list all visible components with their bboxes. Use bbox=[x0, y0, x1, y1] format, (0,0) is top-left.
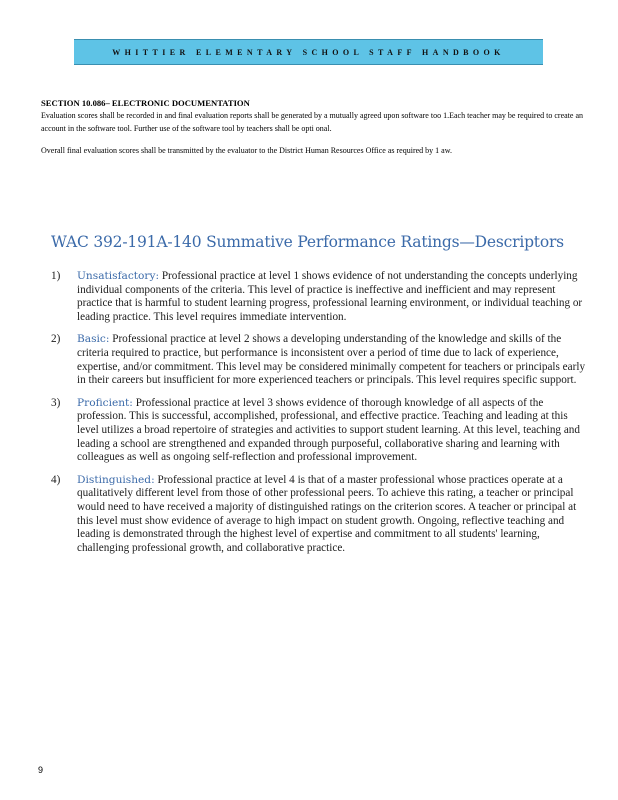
handbook-header-bar bbox=[74, 39, 543, 65]
rating-term: Basic: bbox=[77, 333, 110, 346]
rating-item-proficient bbox=[51, 397, 591, 465]
rating-term: Proficient: bbox=[77, 396, 133, 409]
section-paragraph: Evaluation scores shall be recorded in and final evaluation reports shall be generated by a mutually agreed upon software too 1.Each teacher may be required to create an account in the software tool. Further use of the software tool by teachers shall be opti onal. bbox=[41, 111, 583, 133]
rating-number: 1) bbox=[51, 270, 61, 282]
rating-item-distinguished bbox=[51, 474, 591, 556]
section-title: SECTION 10.086– ELECTRONIC DOCUMENTATION bbox=[41, 98, 250, 108]
rating-term: Distinguished: bbox=[77, 473, 155, 486]
rating-number: 3) bbox=[51, 396, 61, 409]
rating-number: 2) bbox=[51, 333, 61, 346]
section-paragraph: Overall final evaluation scores shall be transmitted by the evaluator to the District Human Resources Office as required by 1 aw. bbox=[41, 146, 452, 155]
rating-item-unsatisfactory bbox=[51, 270, 591, 324]
rating-term: Unsatisfactory: bbox=[77, 270, 160, 282]
rating-number: 4) bbox=[51, 473, 61, 486]
handbook-title: WHITTIER ELEMENTARY SCHOOL STAFF HANDBOOK bbox=[112, 47, 505, 57]
rating-item-basic bbox=[51, 333, 591, 387]
rating-description: Professional practice at level 2 shows a developing understanding of the knowledge and skills of the criteria required to practice, but performance is inconsistent over a period of time due to lack of experience, expertise, and/or commitment. This level may be considered minimally competent for teachers or principals early in their careers but insufficient for more experienced teachers or principals. This level requires specific support. bbox=[77, 333, 586, 387]
ratings-list bbox=[51, 270, 591, 564]
rating-description: Professional practice at level 4 is that of a master professional whose practices operate at a qualitatively different level from those of other professional peers. To achieve this rating, a teacher or principal would need to have received a majority of distinguished ratings on the criterion scores. A teacher or principal at this level must show evidence of average to high impact on student growth. Ongoing, reflective teaching and leading is demonstrated through the highest level of expertise and commitment to all students' learning, challenging professional growth, and collaborative practice. bbox=[77, 473, 577, 554]
rating-description: Professional practice at level 3 shows evidence of thorough knowledge of all aspects of the profession. This is successful, accomplished, professional, and effective practice. Teaching and leading at this level utilizes a broad repertoire of strategies and activities to support student learning. At this level, teaching and leading a school are strengthened and expanded through purposeful, collaborative sharing and learning with colleagues as well as ongoing self-reflection and professional improvement. bbox=[77, 396, 580, 464]
page-number: 9 bbox=[38, 765, 44, 775]
wac-heading: WAC 392-191A-140 Summative Performance Ratings—Descriptors bbox=[51, 233, 564, 251]
rating-description: Professional practice at level 1 shows evidence of not understanding the concepts underlying individual components of the criteria. This level of practice is ineffective and inefficient and may represent practice that is harmful to student learning progress, professional learning environment, or individual teaching or leading practice. This level requires immediate intervention. bbox=[77, 270, 583, 323]
